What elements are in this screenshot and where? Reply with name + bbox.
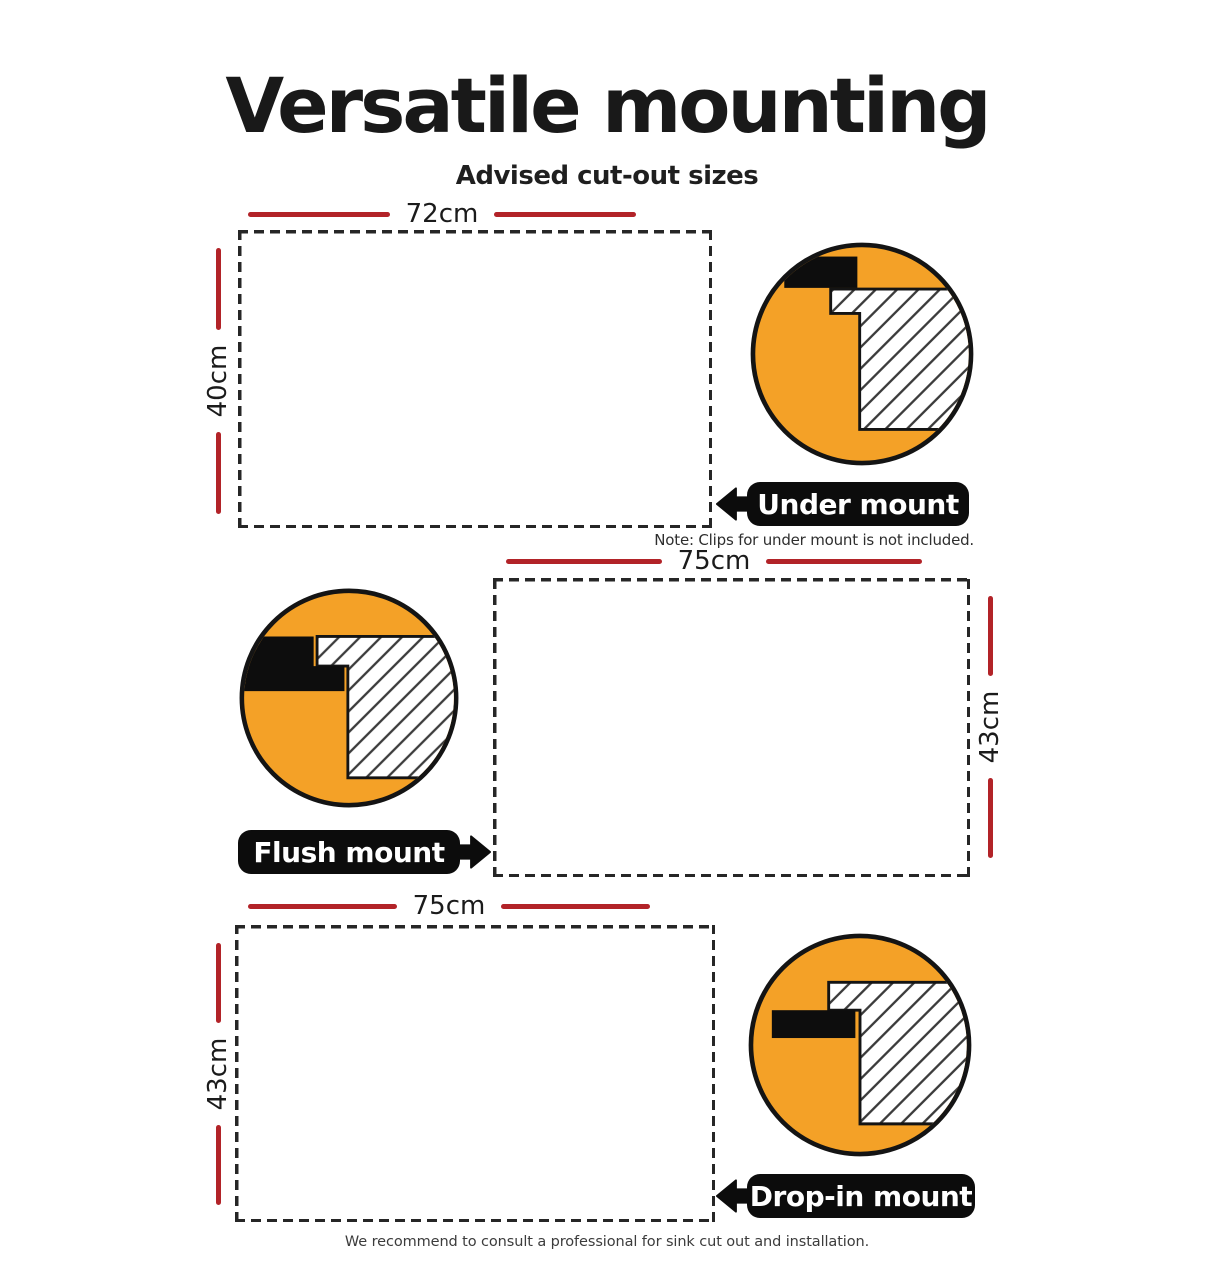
flush-mount-width-dimension [506, 546, 922, 576]
dimension-line [506, 559, 662, 564]
arrow-right-icon [453, 832, 491, 872]
dimension-line [216, 943, 221, 1023]
drop-in-mount-label-pill: Drop-in mount [747, 1174, 975, 1218]
drop-in-mount-callout [716, 1174, 975, 1218]
dimension-line [248, 904, 397, 909]
under-mount-label-pill: Under mount [747, 482, 969, 526]
dimension-line [248, 212, 390, 217]
drop-in-mount-height-dimension [200, 943, 236, 1205]
drop-in-mount-width-dimension [248, 891, 650, 921]
footer-disclaimer: We recommend to consult a professional for sink cut out and installation. [344, 1234, 870, 1250]
dimension-line [216, 1125, 221, 1205]
under-mount-cross-section-icon [746, 238, 978, 470]
under-mount-width-label: 72cm [405, 199, 479, 229]
sink-rim-black [772, 1010, 856, 1038]
dimension-line [216, 432, 221, 514]
flush-mount-cutout-outline [493, 578, 970, 877]
under-mount-note: Note: Clips for under mount is not included. [654, 531, 974, 549]
page-title: Versatile mounting [225, 61, 989, 150]
page-subtitle: Advised cut-out sizes [455, 161, 759, 191]
dimension-line [216, 248, 221, 330]
vertical-label-box [200, 1033, 236, 1115]
flush-mount-cross-section-icon [235, 584, 463, 812]
flush-mount-height-label: 43cm [975, 690, 1005, 764]
drop-in-mount-height-label: 43cm [203, 1037, 233, 1111]
dimension-line [988, 778, 993, 858]
sink-rim-black [784, 257, 857, 288]
under-mount-height-dimension [200, 248, 236, 514]
dimension-line [501, 904, 650, 909]
under-mount-cutout-outline [238, 230, 712, 528]
under-mount-height-label: 40cm [203, 344, 233, 418]
vertical-label-box [200, 340, 236, 422]
under-mount-width-dimension [248, 199, 636, 229]
dimension-line [494, 212, 636, 217]
drop-in-mount-cutout-outline [235, 925, 715, 1222]
flush-mount-height-dimension [972, 596, 1008, 858]
drop-in-mount-width-label: 75cm [412, 891, 486, 921]
flush-mount-label-pill: Flush mount [238, 830, 460, 874]
vertical-label-box [972, 686, 1008, 768]
flush-mount-callout [238, 830, 491, 874]
flush-mount-width-label: 75cm [677, 546, 751, 576]
drop-in-mount-cross-section-icon [744, 929, 976, 1161]
dimension-line [988, 596, 993, 676]
dimension-line [766, 559, 922, 564]
under-mount-callout [716, 482, 969, 526]
